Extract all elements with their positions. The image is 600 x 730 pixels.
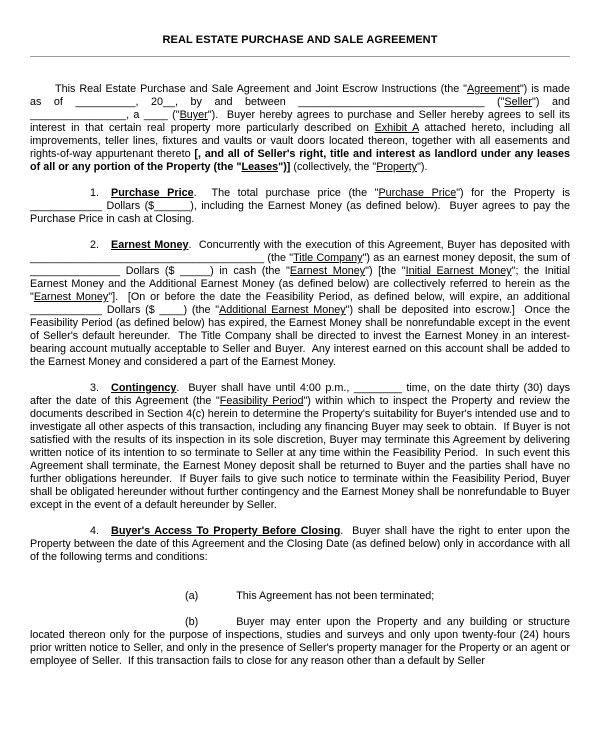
paragraph-section-4-buyers-access: [30, 525, 570, 564]
text-run: ") as an earnest money deposit, the sum of _______________ Dollars ($ _____) in cash (the ": [30, 252, 570, 277]
text-run: attached hereto, including all improvements, teller lines, fixtures and vaults or vault doors located thereon, together with all easements and rights-of-way appurtenant thereto: [30, 122, 570, 160]
paragraph-item-b: [30, 616, 570, 668]
text-run: "; the Initial Earnest Money and the Additional Earnest Money (as defined below) are collectively referred to herein as the ": [30, 265, 570, 303]
text-run: . Buyer shall have the right to enter upon the Property between the date of this Agreement and the Closing Date (as defined below) only in accordance with all of the following terms and conditions:: [30, 525, 570, 563]
defined-term: Purchase Price: [378, 187, 457, 199]
document-header: [30, 34, 570, 57]
defined-term: Buyer: [179, 109, 208, 121]
text-run: [, and all of Seller's right, title and interest as landlord under any leases of all or any portion of the Property (the ": [30, 148, 571, 173]
text-run: ") within which to inspect the Property and review the documents described in Section 4(c) herein to determine the Property's suitability for Buyer's intended use and to investigate all other aspects of this transaction, including any financing Buyer may seek to obtain. If Buyer is not satisfied with the results of its inspection in its sole discretion, Buyer may terminate this Agreement by delivering written notice of its intention to so terminate to Seller at any time within the Feasibility Period. In such event this Agreement shall terminate, the Earnest Money deposit shall be returned to Buyer and the parties shall have no further obligations hereunder. If Buyer fails to give such notice to terminate within the Feasibility Period, Buyer shall be obligated hereunder without further contingency and the Earnest Money shall be nonrefundable to Buyer except in the event of a default hereunder by Seller.: [30, 395, 570, 511]
paragraph-section-3-contingency: [30, 382, 570, 512]
text-run: . Concurrently with the execution of this Agreement, Buyer has deposited with _______________________________________ (the ": [30, 239, 570, 264]
defined-term: Title Company: [293, 252, 363, 264]
text-run: ") is made as of __________, 20__, by and between _______________________________ (": [30, 83, 570, 108]
document-title: REAL ESTATE PURCHASE AND SALE AGREEMENT: [162, 34, 438, 46]
section-number: 3.: [90, 382, 100, 394]
paragraph-intro: [30, 83, 570, 174]
text-run: ") shall be deposited into escrow.] Once the Feasibility Period (as defined below) has expired, the Earnest Money shall be nonrefundable except in the event of Seller's default hereunder. The Title Company shall be directed to invest the Earnest Money in an interest-bearing account mutually acceptable to Seller and Buyer. Any interest earned on this account shall be added to the Earnest Money and considered a part of the Earnest Money.: [30, 304, 570, 368]
defined-term: Earnest Money: [289, 265, 366, 277]
text-run: ") for the Property is ____________ Dollars ($______), including the Earnest Money (as defined below). Buyer agrees to pay the Purchase Price in cash at Closing.: [30, 187, 571, 225]
section-number: 2.: [90, 239, 100, 251]
text-run: ") [the ": [365, 265, 406, 277]
text-run: Buyer may enter upon the Property and any building or structure located thereon only for the purpose of inspections, studies and surveys and only upon twenty-four (24) hours prior written notice to Seller, and only in the presence of Seller's property manager for the Property or an agent or employee of Seller. If this transaction fails to close for any reason other than a default by Seller: [30, 616, 570, 667]
defined-term: Earnest Money: [33, 291, 109, 303]
document-body: [30, 83, 570, 668]
text-run: ").: [417, 161, 428, 173]
paragraph-section-2-earnest-money: [30, 239, 570, 369]
defined-term: Initial Earnest Money: [405, 265, 512, 277]
defined-term: Property: [376, 161, 418, 173]
text-run: . Buyer shall have until 4:00 p.m., ________ time, on the date thirty (30) days after the date of this Agreement (the ": [30, 382, 570, 407]
text-run: . The total purchase price (the ": [193, 187, 379, 199]
text-run: (collectively, the ": [290, 161, 377, 173]
section-number: 1.: [90, 187, 100, 199]
defined-term: Leases: [241, 161, 279, 173]
text-run: ") and ________________, a ____ (": [30, 96, 570, 121]
section-heading: Earnest Money: [111, 239, 189, 251]
defined-term: Additional Earnest Money: [219, 304, 346, 316]
defined-term: Feasibility Period: [219, 395, 304, 407]
text-run: This Agreement has not been terminated;: [236, 590, 435, 602]
defined-term: Seller: [504, 96, 533, 108]
section-heading: Buyer's Access To Property Before Closing: [111, 525, 341, 537]
paragraph-section-1-purchase-price: [30, 187, 570, 226]
section-heading: Purchase Price: [111, 187, 194, 199]
defined-term: Exhibit A: [374, 122, 419, 134]
text-run: ")]: [278, 161, 291, 173]
paragraph-item-a: [30, 590, 570, 603]
list-marker: (a): [185, 590, 199, 602]
section-heading: Contingency: [111, 382, 177, 394]
section-number: 4.: [90, 525, 100, 537]
list-marker: (b): [185, 616, 199, 628]
defined-term: Agreement: [467, 83, 520, 95]
text-run: This Real Estate Purchase and Sale Agreement and Joint Escrow Instructions (the ": [55, 83, 468, 95]
text-run: "]. [On or before the date the Feasibility Period, as defined below, will expire, an additional ____________ Dollars ($ ____) (the ": [30, 291, 570, 316]
text-run: "). Buyer hereby agrees to purchase and Seller hereby agrees to sell its interest in that certain real property more particularly described on: [30, 109, 570, 134]
